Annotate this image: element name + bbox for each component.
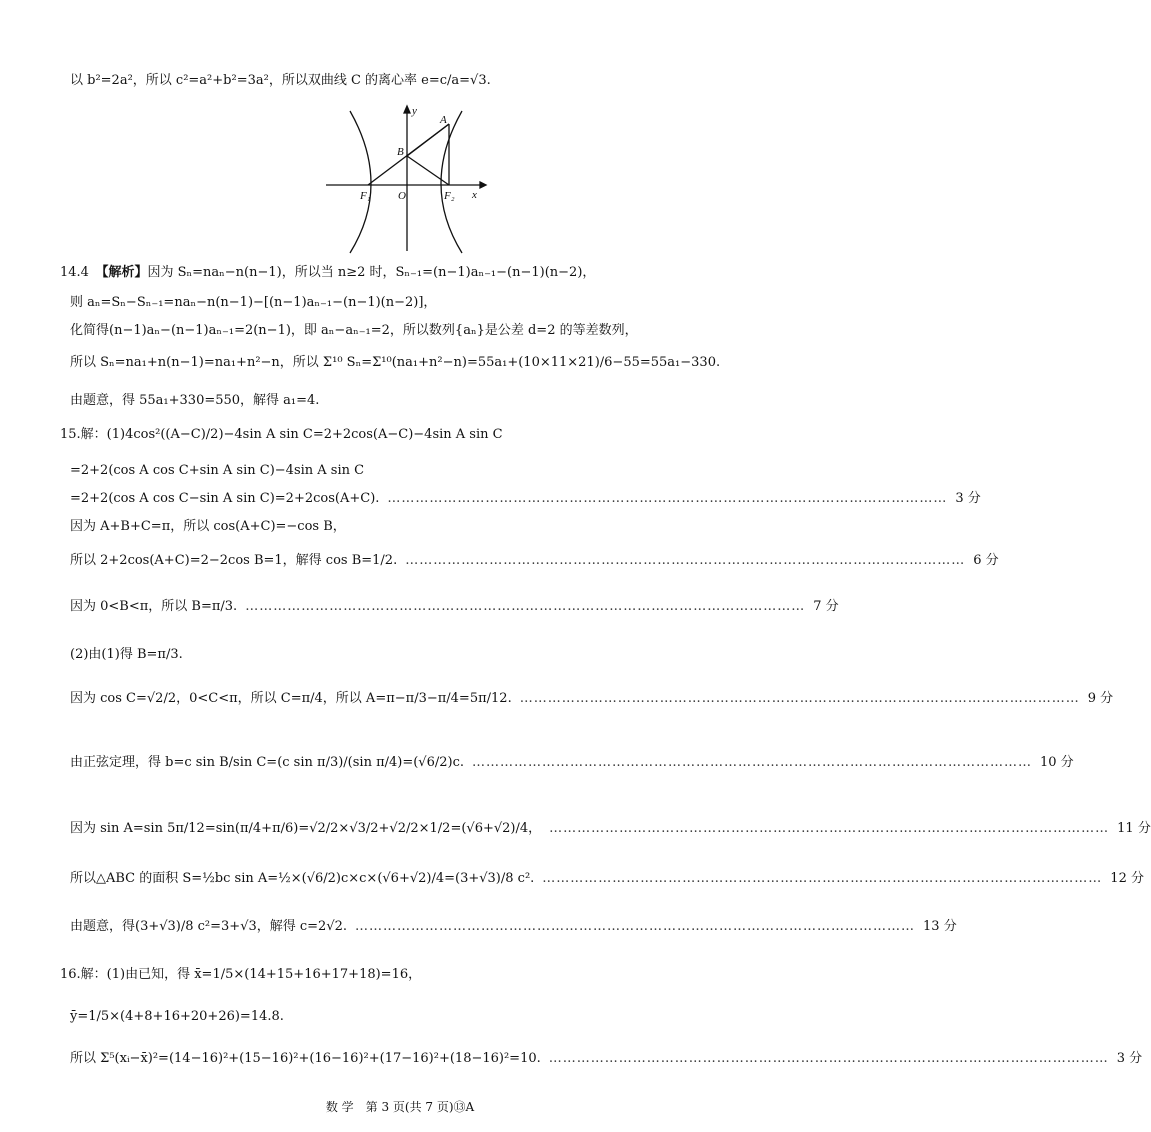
q15-line-4: 因为 A+B+C=π，所以 cos(A+C)=−cos B，: [70, 519, 346, 534]
score-12: 12 分: [1110, 871, 1144, 886]
dot-leader: …………………………………………………………………………………………………………: [405, 553, 966, 568]
score-3: 3 分: [955, 491, 981, 506]
q15-line-12: [70, 918, 957, 936]
label-F2: F₂: [444, 190, 455, 202]
dot-leader: …………………………………………………………………………………………………………: [355, 919, 916, 934]
q15-text-6: 因为 0<B<π，所以 B=π/3.: [70, 599, 238, 614]
q15-line-6: [70, 598, 839, 616]
dot-leader: …………………………………………………………………………………………………………: [542, 871, 1103, 886]
score-7: 7 分: [813, 599, 839, 614]
q14-line-3: 化简得(n−1)aₙ−(n−1)aₙ₋₁=2(n−1)，即 aₙ−aₙ₋₁=2，所以数列{aₙ}是公差 d=2 的等差数列，: [70, 323, 638, 338]
label-O: O: [398, 190, 406, 202]
dot-leader: …………………………………………………………………………………………………………: [549, 821, 1110, 836]
q16-line-2: ȳ=1/5×(4+8+16+20+26)=14.8.: [70, 1009, 284, 1024]
q15-text-11: 所以△ABC 的面积 S=½bc sin A=½×(√6/2)c×c×(√6+√2)/4=(3+√3)/8 c².: [70, 871, 535, 886]
q15-line-3: [70, 490, 981, 508]
q15-text-8: 因为 cos C=√2/2，0<C<π，所以 C=π/4，所以 A=π−π/3−π/4=5π/12.: [70, 691, 512, 706]
q15-line-2: =2+2(cos A cos C+sin A sin C)−4sin A sin C: [70, 463, 365, 478]
x-axis-arrow: [480, 182, 486, 188]
q15-text-12: 由题意，得(3+√3)/8 c²=3+√3，解得 c=2√2.: [70, 919, 348, 934]
label-y: y: [412, 105, 417, 117]
hyperbola-left-branch: [350, 111, 371, 253]
q15-line-8: [70, 690, 1114, 708]
score-6: 6 分: [973, 553, 999, 568]
dot-leader: …………………………………………………………………………………………………………: [387, 491, 948, 506]
q15-text-9: 由正弦定理，得 b=c sin B/sin C=(c sin π/3)/(sin π/4)=(√6/2)c.: [70, 755, 464, 770]
q16-line-1: 16.解：(1)由已知，得 x̄=1/5×(14+15+16+17+18)=16，: [60, 967, 422, 982]
q14-text-1: 因为 Sₙ=naₙ−n(n−1)，所以当 n≥2 时，Sₙ₋₁=(n−1)aₙ₋₁−(n−1)(n−2)，: [147, 265, 596, 280]
q15-line-9: [70, 754, 1074, 772]
label-x: x: [472, 189, 477, 201]
q16-line-3: [70, 1050, 1143, 1068]
dot-leader: …………………………………………………………………………………………………………: [548, 1051, 1109, 1066]
score-9: 9 分: [1087, 691, 1114, 706]
segment-B-A: [407, 124, 449, 156]
score-10: 10 分: [1040, 755, 1074, 770]
q14-line-1: [60, 264, 595, 282]
q14-line-2: 则 aₙ=Sₙ−Sₙ₋₁=naₙ−n(n−1)−[(n−1)aₙ₋₁−(n−1)(n−2)]，: [70, 295, 437, 310]
q14-number: 14.4: [60, 265, 102, 280]
q15-text-3: =2+2(cos A cos C−sin A sin C)=2+2cos(A+C).: [70, 491, 380, 506]
score-11: 11 分: [1117, 821, 1151, 836]
page-footer: 数 学 第 3 页(共 7 页)⑬A: [325, 1100, 475, 1114]
hyperbola-figure: [322, 103, 488, 255]
q15-line-7: (2)由(1)得 B=π/3.: [70, 647, 183, 662]
dot-leader: …………………………………………………………………………………………………………: [245, 599, 806, 614]
q15-text-10: 因为 sin A=sin 5π/12=sin(π/4+π/6)=√2/2×√3/2+√2/2×1/2=(√6+√2)/4，: [70, 821, 542, 836]
q15-line-10: [70, 820, 1151, 838]
q15-line-1: 15.解：(1)4cos²((A−C)/2)−4sin A sin C=2+2cos(A−C)−4sin A sin C: [60, 427, 503, 442]
q15-line-11: [70, 870, 1144, 888]
y-axis-arrow: [404, 106, 410, 113]
label-A: A: [440, 114, 447, 126]
text-line-eccentricity: 以 b²=2a²，所以 c²=a²+b²=3a²，所以双曲线 C 的离心率 e=c/a=√3.: [70, 73, 491, 88]
score-q16-3: 3 分: [1116, 1051, 1143, 1066]
q16-text-3: 所以 Σ⁵(xᵢ−x̄)²=(14−16)²+(15−16)²+(16−16)²+(17−16)²+(18−16)²=10.: [70, 1051, 541, 1066]
dot-leader: …………………………………………………………………………………………………………: [472, 755, 1032, 770]
q14-line-5: 由题意，得 55a₁+330=550，解得 a₁=4.: [70, 393, 320, 408]
q15-line-5: [70, 552, 999, 570]
score-13: 13 分: [923, 919, 957, 934]
dot-leader: …………………………………………………………………………………………………………: [519, 691, 1080, 706]
label-F1: F₁: [360, 190, 371, 202]
q14-line-4: 所以 Sₙ=na₁+n(n−1)=na₁+n²−n，所以 Σ¹⁰ Sₙ=Σ¹⁰(na₁+n²−n)=55a₁+(10×11×21)/6−55=55a₁−330.: [70, 355, 721, 370]
label-B: B: [397, 146, 404, 158]
q14-analysis-label: 【解析】: [101, 265, 148, 280]
q15-text-5: 所以 2+2cos(A+C)=2−2cos B=1，解得 cos B=1/2.: [70, 553, 398, 568]
